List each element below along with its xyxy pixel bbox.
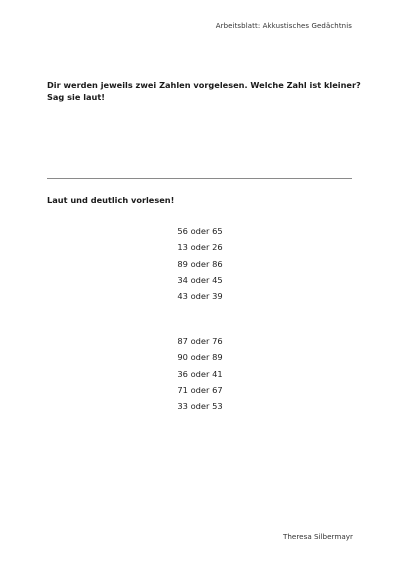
section-divider	[47, 178, 352, 179]
number-pair: 71 oder 67	[177, 384, 223, 395]
number-pair: 56 oder 65	[177, 226, 223, 236]
number-pair: 43 oder 39	[177, 291, 223, 302]
number-pair-list-1	[0, 223, 400, 304]
number-pair-list-2	[0, 333, 400, 414]
number-pair: 36 oder 41	[177, 368, 223, 379]
number-pair: 87 oder 76	[177, 336, 223, 346]
number-pair: 90 oder 89	[177, 352, 223, 363]
worksheet-header-title: Arbeitsblatt: Akkustisches Gedächtnis	[215, 22, 352, 30]
instruction-text: Dir werden jeweils zwei Zahlen vorgelesen. Welche Zahl ist kleiner? Sag sie laut!	[47, 80, 361, 102]
number-pair: 89 oder 86	[177, 258, 223, 269]
author-name: Theresa Silbermayr	[282, 532, 353, 541]
number-pair: 33 oder 53	[177, 401, 223, 412]
number-pair: 34 oder 45	[177, 274, 223, 285]
number-pair: 13 oder 26	[177, 242, 223, 253]
section-heading: Laut und deutlich vorlesen!	[47, 195, 175, 205]
